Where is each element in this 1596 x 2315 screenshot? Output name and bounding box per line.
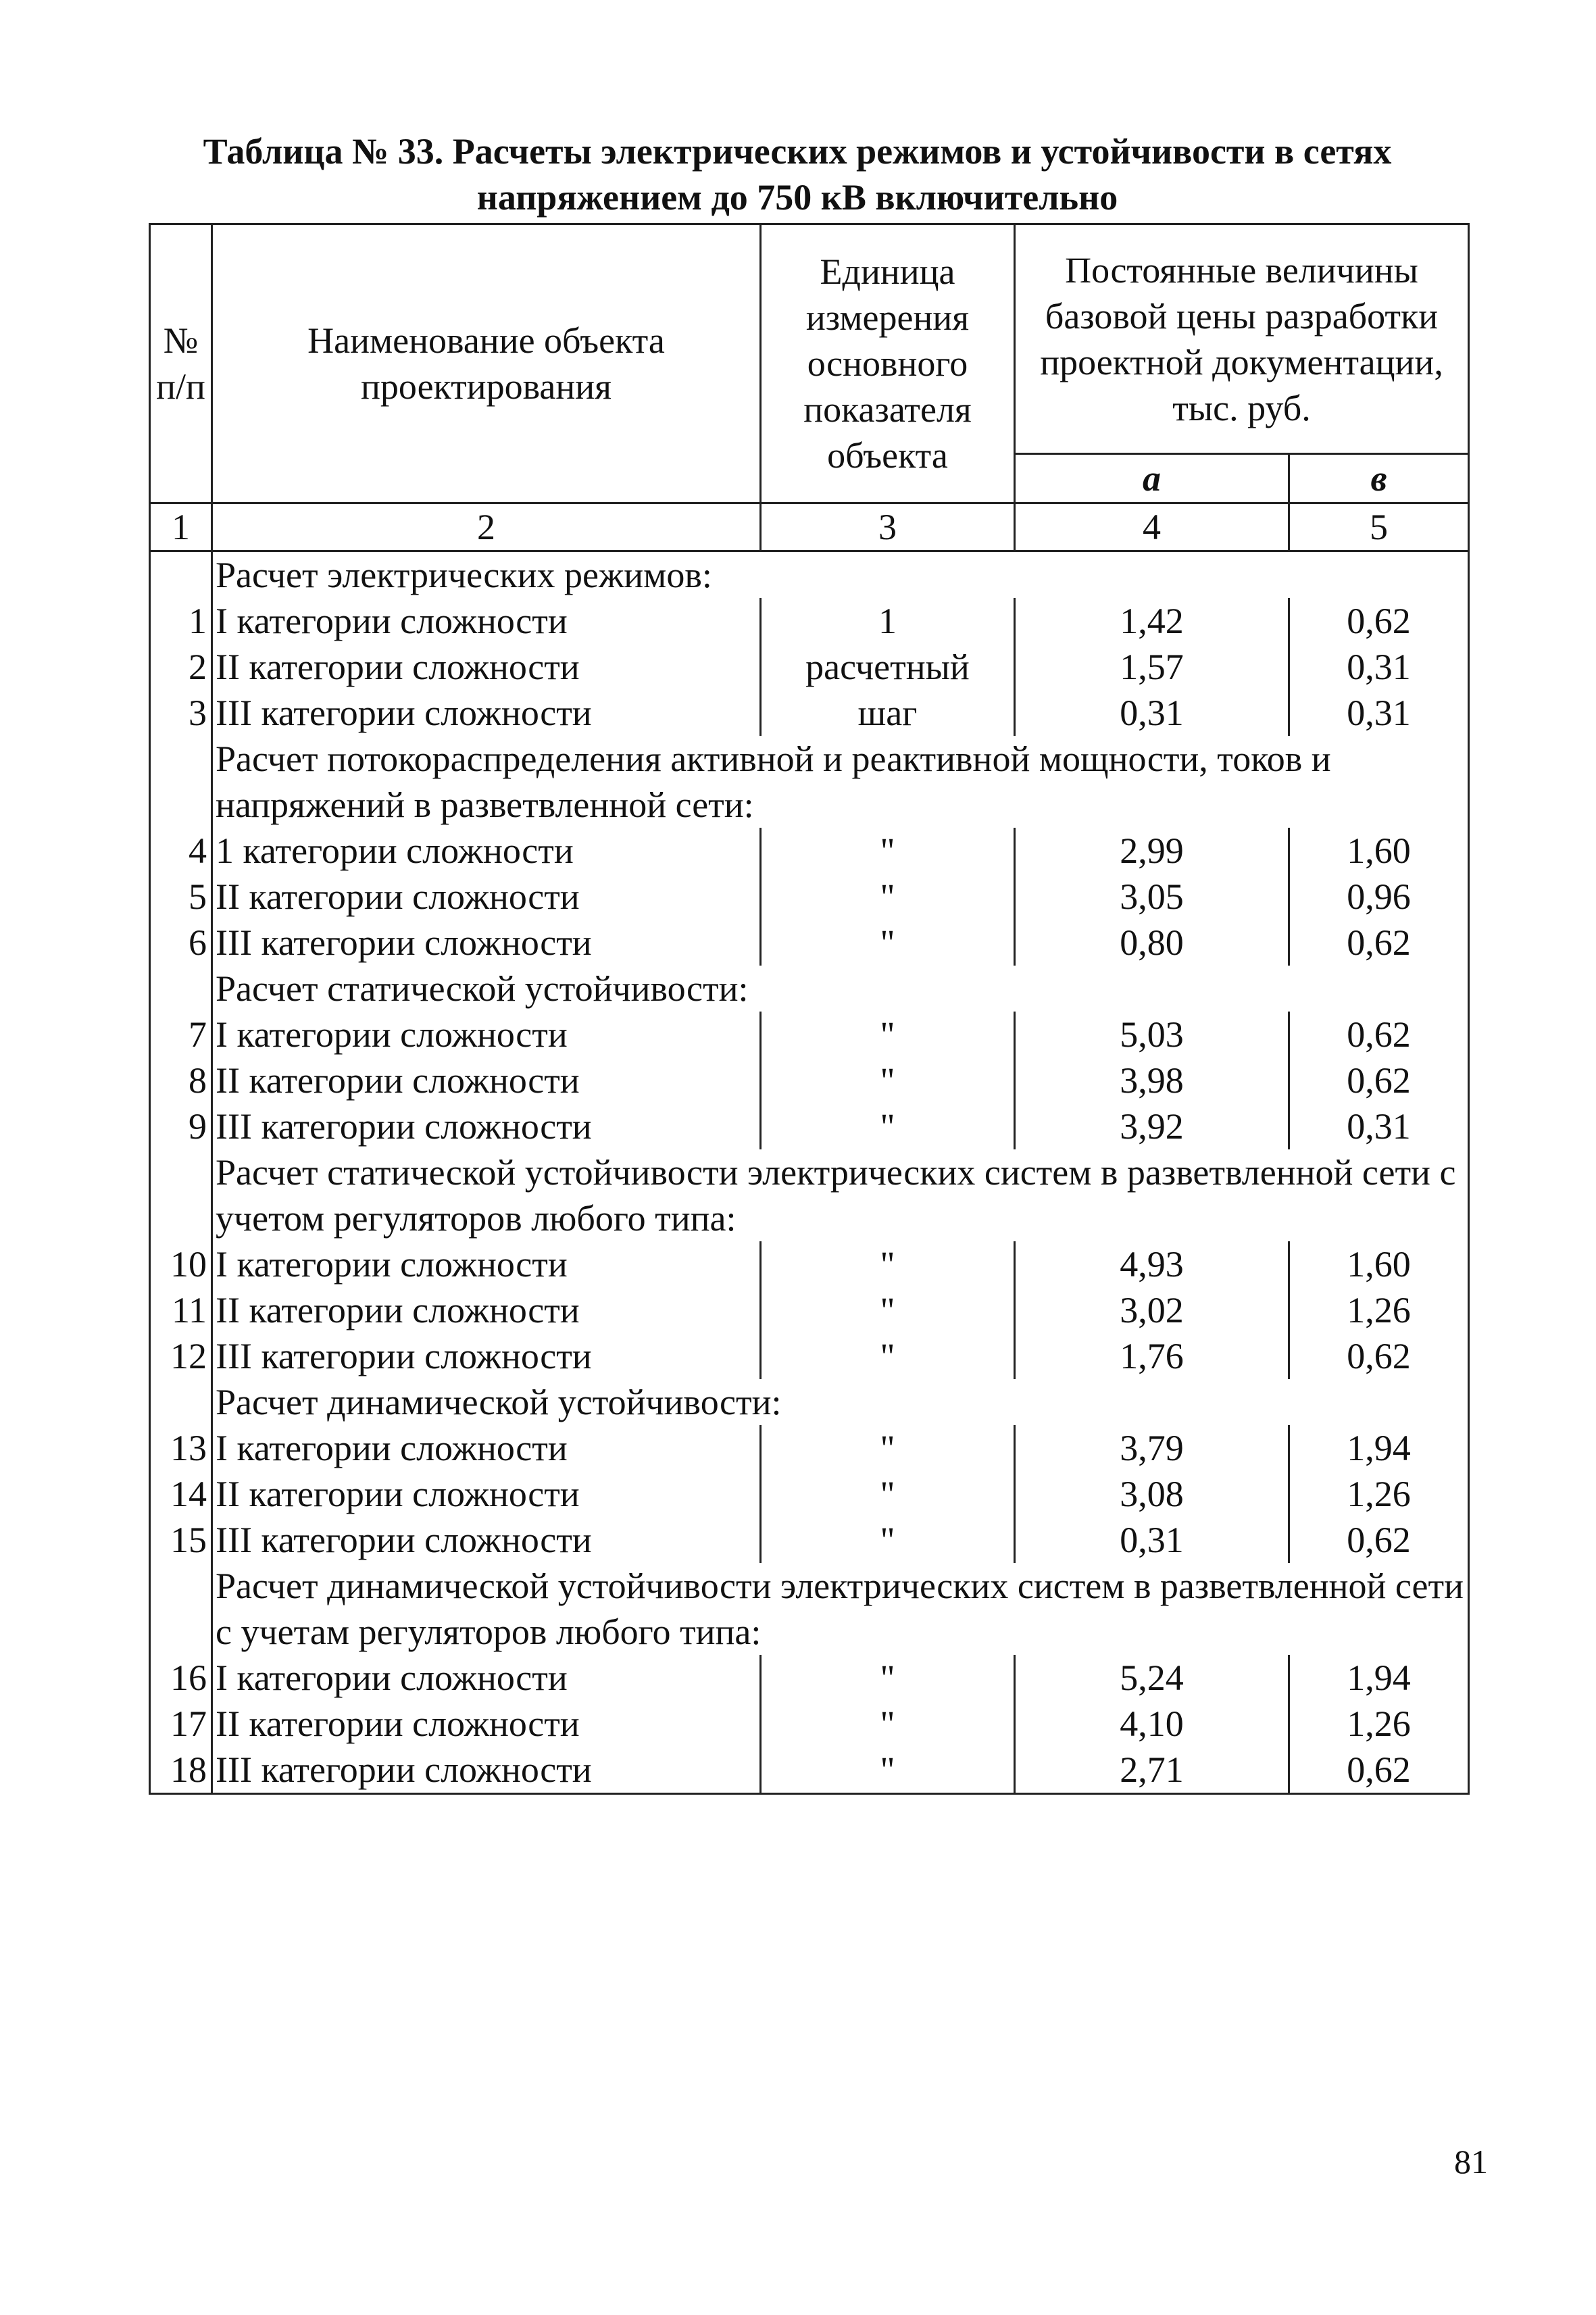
object-name: III категории сложности (212, 690, 761, 736)
table-header (150, 224, 1469, 503)
value-a: 3,08 (1015, 1471, 1289, 1517)
row-number: 5 (150, 874, 212, 920)
table-row (150, 1012, 1469, 1057)
section-row (150, 1379, 1469, 1425)
unit-cell: " (761, 1747, 1015, 1794)
object-name: I категории сложности (212, 1655, 761, 1701)
section-title: Расчет динамической устойчивости электрических систем в разветвленной сети с учетам регуляторов любого типа: (212, 1563, 1469, 1655)
section-number-cell (150, 551, 212, 599)
table-row (150, 1425, 1469, 1471)
value-b: 0,62 (1289, 920, 1469, 966)
value-a: 1,42 (1015, 598, 1289, 644)
section-title: Расчет потокораспределения активной и реактивной мощности, токов и напряжений в разветвленной сети: (212, 736, 1469, 828)
value-b: 1,94 (1289, 1425, 1469, 1471)
row-number: 6 (150, 920, 212, 966)
object-name: II категории сложности (212, 644, 761, 690)
table-row (150, 644, 1469, 690)
table-row (150, 1655, 1469, 1701)
value-b: 0,62 (1289, 1057, 1469, 1103)
table-row (150, 1747, 1469, 1794)
value-b: 1,60 (1289, 828, 1469, 874)
row-number: 14 (150, 1471, 212, 1517)
row-number: 13 (150, 1425, 212, 1471)
price-table (149, 223, 1470, 1795)
row-number: 16 (150, 1655, 212, 1701)
object-name: II категории сложности (212, 1471, 761, 1517)
section-title: Расчет статической устойчивости электрических систем в разветвленной сети с учетом регуляторов любого типа: (212, 1149, 1469, 1241)
row-number: 7 (150, 1012, 212, 1057)
value-b: 1,26 (1289, 1701, 1469, 1747)
price-table-container (149, 223, 1468, 1795)
value-a: 0,31 (1015, 690, 1289, 736)
column-number: 1 (150, 503, 212, 551)
value-b: 0,96 (1289, 874, 1469, 920)
header-col-a: а (1015, 454, 1289, 503)
value-b: 1,26 (1289, 1287, 1469, 1333)
value-a: 4,10 (1015, 1701, 1289, 1747)
section-row (150, 966, 1469, 1012)
unit-cell: " (761, 1012, 1015, 1057)
object-name: I категории сложности (212, 1425, 761, 1471)
row-number: 1 (150, 598, 212, 644)
value-a: 5,03 (1015, 1012, 1289, 1057)
value-b: 0,31 (1289, 1103, 1469, 1149)
table-row (150, 1057, 1469, 1103)
column-number: 2 (212, 503, 761, 551)
value-b: 0,62 (1289, 1333, 1469, 1379)
unit-cell: " (761, 874, 1015, 920)
unit-cell: " (761, 828, 1015, 874)
table-row (150, 920, 1469, 966)
section-title: Расчет статической устойчивости: (212, 966, 1469, 1012)
header-unit: Единица измерения основного показателя объекта (761, 224, 1015, 503)
row-number: 9 (150, 1103, 212, 1149)
value-a: 3,98 (1015, 1057, 1289, 1103)
unit-cell: " (761, 1701, 1015, 1747)
value-b: 0,62 (1289, 1747, 1469, 1794)
header-number: № п/п (150, 224, 212, 503)
table-title (135, 128, 1460, 220)
column-number: 3 (761, 503, 1015, 551)
value-a: 3,02 (1015, 1287, 1289, 1333)
object-name: III категории сложности (212, 1517, 761, 1563)
value-a: 2,99 (1015, 828, 1289, 874)
table-row (150, 598, 1469, 644)
section-number-cell (150, 736, 212, 828)
object-name: II категории сложности (212, 1701, 761, 1747)
object-name: I категории сложности (212, 598, 761, 644)
unit-cell: 1 (761, 598, 1015, 644)
unit-cell: " (761, 1425, 1015, 1471)
unit-cell: шаг (761, 690, 1015, 736)
value-a: 3,79 (1015, 1425, 1289, 1471)
section-number-cell (150, 1149, 212, 1241)
table-row (150, 828, 1469, 874)
section-row (150, 736, 1469, 828)
header-constant-values: Постоянные величины базовой цены разработки проектной документации, тыс. руб. (1015, 224, 1469, 454)
value-a: 4,93 (1015, 1241, 1289, 1287)
unit-cell: " (761, 1241, 1015, 1287)
table-row (150, 1241, 1469, 1287)
section-title: Расчет электрических режимов: (212, 551, 1469, 599)
table-body (150, 551, 1469, 1794)
value-a: 3,05 (1015, 874, 1289, 920)
unit-cell: " (761, 920, 1015, 966)
section-row (150, 1563, 1469, 1655)
section-row (150, 1149, 1469, 1241)
row-number: 10 (150, 1241, 212, 1287)
table-title-line2: напряжением до 750 кВ включительно (476, 177, 1118, 218)
value-b: 0,31 (1289, 644, 1469, 690)
object-name: III категории сложности (212, 1103, 761, 1149)
value-a: 3,92 (1015, 1103, 1289, 1149)
unit-cell: " (761, 1517, 1015, 1563)
value-a: 1,57 (1015, 644, 1289, 690)
table-row (150, 690, 1469, 736)
value-b: 0,62 (1289, 598, 1469, 644)
row-number: 15 (150, 1517, 212, 1563)
row-number: 2 (150, 644, 212, 690)
table-row (150, 1103, 1469, 1149)
value-a: 1,76 (1015, 1333, 1289, 1379)
object-name: III категории сложности (212, 1333, 761, 1379)
object-name: III категории сложности (212, 1747, 761, 1794)
section-number-cell (150, 966, 212, 1012)
unit-cell: " (761, 1471, 1015, 1517)
unit-cell: " (761, 1287, 1015, 1333)
row-number: 12 (150, 1333, 212, 1379)
value-b: 0,31 (1289, 690, 1469, 736)
object-name: III категории сложности (212, 920, 761, 966)
value-b: 1,26 (1289, 1471, 1469, 1517)
unit-cell: " (761, 1655, 1015, 1701)
object-name: II категории сложности (212, 1057, 761, 1103)
table-row (150, 1517, 1469, 1563)
table-title-line1: Таблица № 33. Расчеты электрических режимов и устойчивости в сетях (203, 131, 1392, 172)
value-a: 0,80 (1015, 920, 1289, 966)
table-row (150, 1287, 1469, 1333)
header-col-b: в (1289, 454, 1469, 503)
value-b: 0,62 (1289, 1517, 1469, 1563)
unit-cell: расчетный (761, 644, 1015, 690)
table-row (150, 1701, 1469, 1747)
value-a: 5,24 (1015, 1655, 1289, 1701)
table-row (150, 1333, 1469, 1379)
value-a: 0,31 (1015, 1517, 1289, 1563)
object-name: I категории сложности (212, 1012, 761, 1057)
column-number-row (150, 503, 1469, 551)
object-name: I категории сложности (212, 1241, 761, 1287)
unit-cell: " (761, 1103, 1015, 1149)
header-object-name: Наименование объекта проектирования (212, 224, 761, 503)
object-name: II категории сложности (212, 1287, 761, 1333)
value-a: 2,71 (1015, 1747, 1289, 1794)
object-name: 1 категории сложности (212, 828, 761, 874)
row-number: 18 (150, 1747, 212, 1794)
value-b: 1,94 (1289, 1655, 1469, 1701)
section-row (150, 551, 1469, 599)
object-name: II категории сложности (212, 874, 761, 920)
page-number: 81 (1454, 2143, 1488, 2181)
section-number-cell (150, 1563, 212, 1655)
row-number: 17 (150, 1701, 212, 1747)
unit-cell: " (761, 1333, 1015, 1379)
section-title: Расчет динамической устойчивости: (212, 1379, 1469, 1425)
row-number: 4 (150, 828, 212, 874)
table-row (150, 874, 1469, 920)
row-number: 8 (150, 1057, 212, 1103)
unit-cell: " (761, 1057, 1015, 1103)
row-number: 3 (150, 690, 212, 736)
row-number: 11 (150, 1287, 212, 1333)
column-number: 4 (1015, 503, 1289, 551)
section-number-cell (150, 1379, 212, 1425)
value-b: 0,62 (1289, 1012, 1469, 1057)
column-number: 5 (1289, 503, 1469, 551)
table-row (150, 1471, 1469, 1517)
value-b: 1,60 (1289, 1241, 1469, 1287)
